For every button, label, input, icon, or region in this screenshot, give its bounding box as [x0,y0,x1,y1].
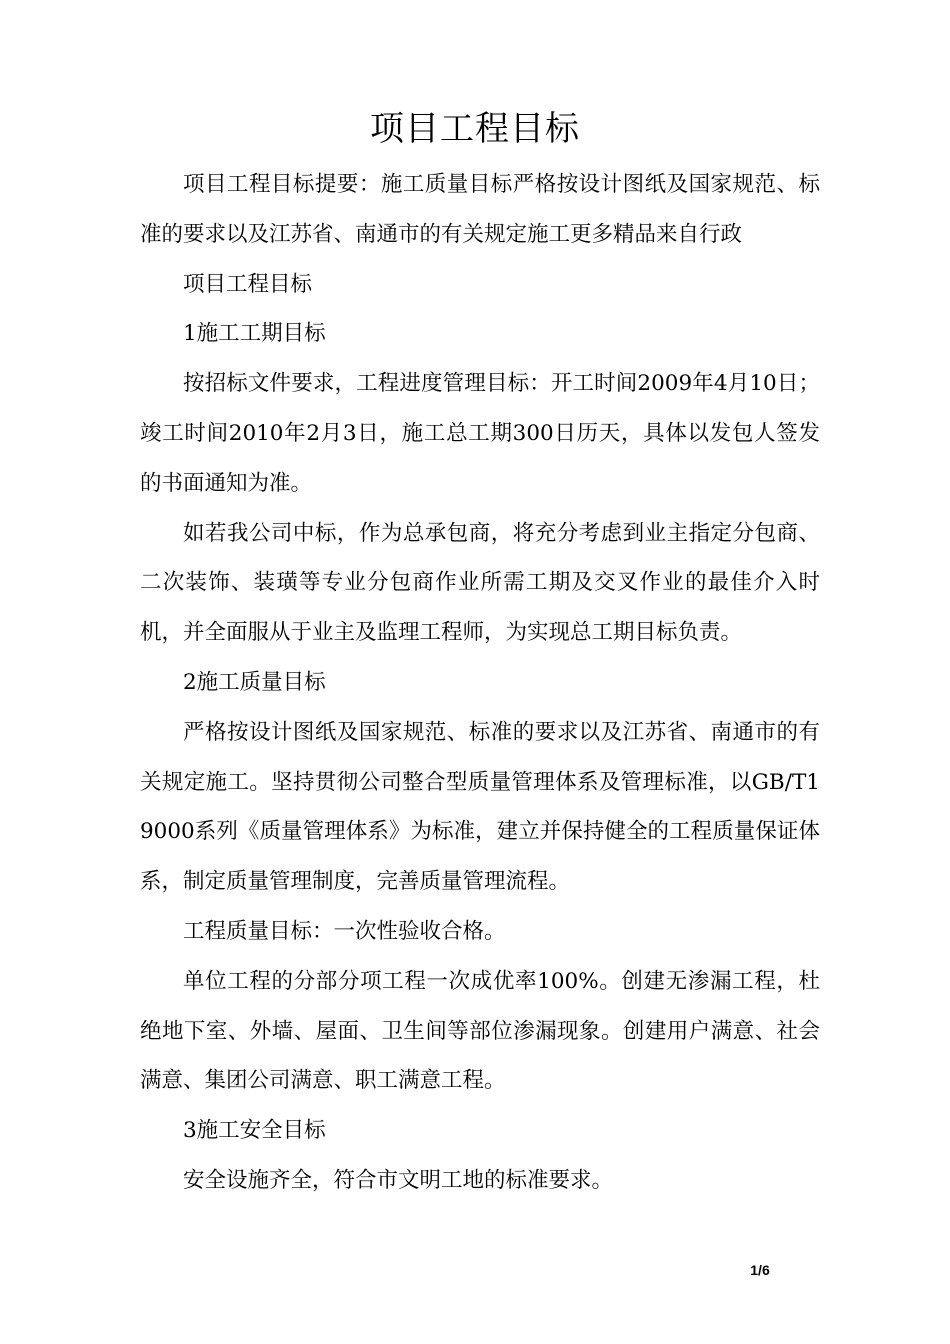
paragraph-safety-target: 安全设施齐全，符合市文明工地的标准要求。 [183,1167,614,1193]
page-number: 1/6 [750,1262,770,1278]
paragraph-heading-project-goal: 项目工程目标 [183,271,313,297]
section-heading-quality: 2施工质量目标 [183,669,326,695]
paragraph-quality-standards: 严格按设计图纸及国家规范、标准的要求以及江苏省、南通市的有关规定施工。坚持贯彻公司整合型质量管理体系及管理标准，以GB/T19000系列《质量管理体系》为标准，建立并保持健全的工程质量保证体系，制定质量管理制度，完善质量管理流程。 [140,719,820,895]
paragraph-quality-target: 工程质量目标：一次性验收合格。 [183,918,506,944]
section-heading-schedule: 1施工工期目标 [183,321,326,347]
section-heading-safety: 3施工安全目标 [183,1118,326,1144]
page-title: 项目工程目标 [370,109,580,149]
paragraph-schedule-dates: 按招标文件要求，工程进度管理目标：开工时间2009年4月10日；竣工时间2010年2月3日，施工总工期300日历天，具体以发包人签发的书面通知为准。 [140,371,820,496]
paragraph-general-contractor: 如若我公司中标，作为总承包商，将充分考虑到业主指定分包商、二次装饰、装璜等专业分包商作业所需工期及交叉作业的最佳介入时机，并全面服从于业主及监理工程师，为实现总工期目标负责。 [140,520,820,646]
paragraph-quality-details: 单位工程的分部分项工程一次成优率100%。创建无渗漏工程，杜绝地下室、外墙、屋面、卫生间等部位渗漏现象。创建用户满意、社会满意、集团公司满意、职工满意工程。 [140,968,820,1094]
paragraph-summary: 项目工程目标提要：施工质量目标严格按设计图纸及国家规范、标准的要求以及江苏省、南通市的有关规定施工更多精品来自行政 [140,172,820,247]
document-body [140,160,820,1206]
